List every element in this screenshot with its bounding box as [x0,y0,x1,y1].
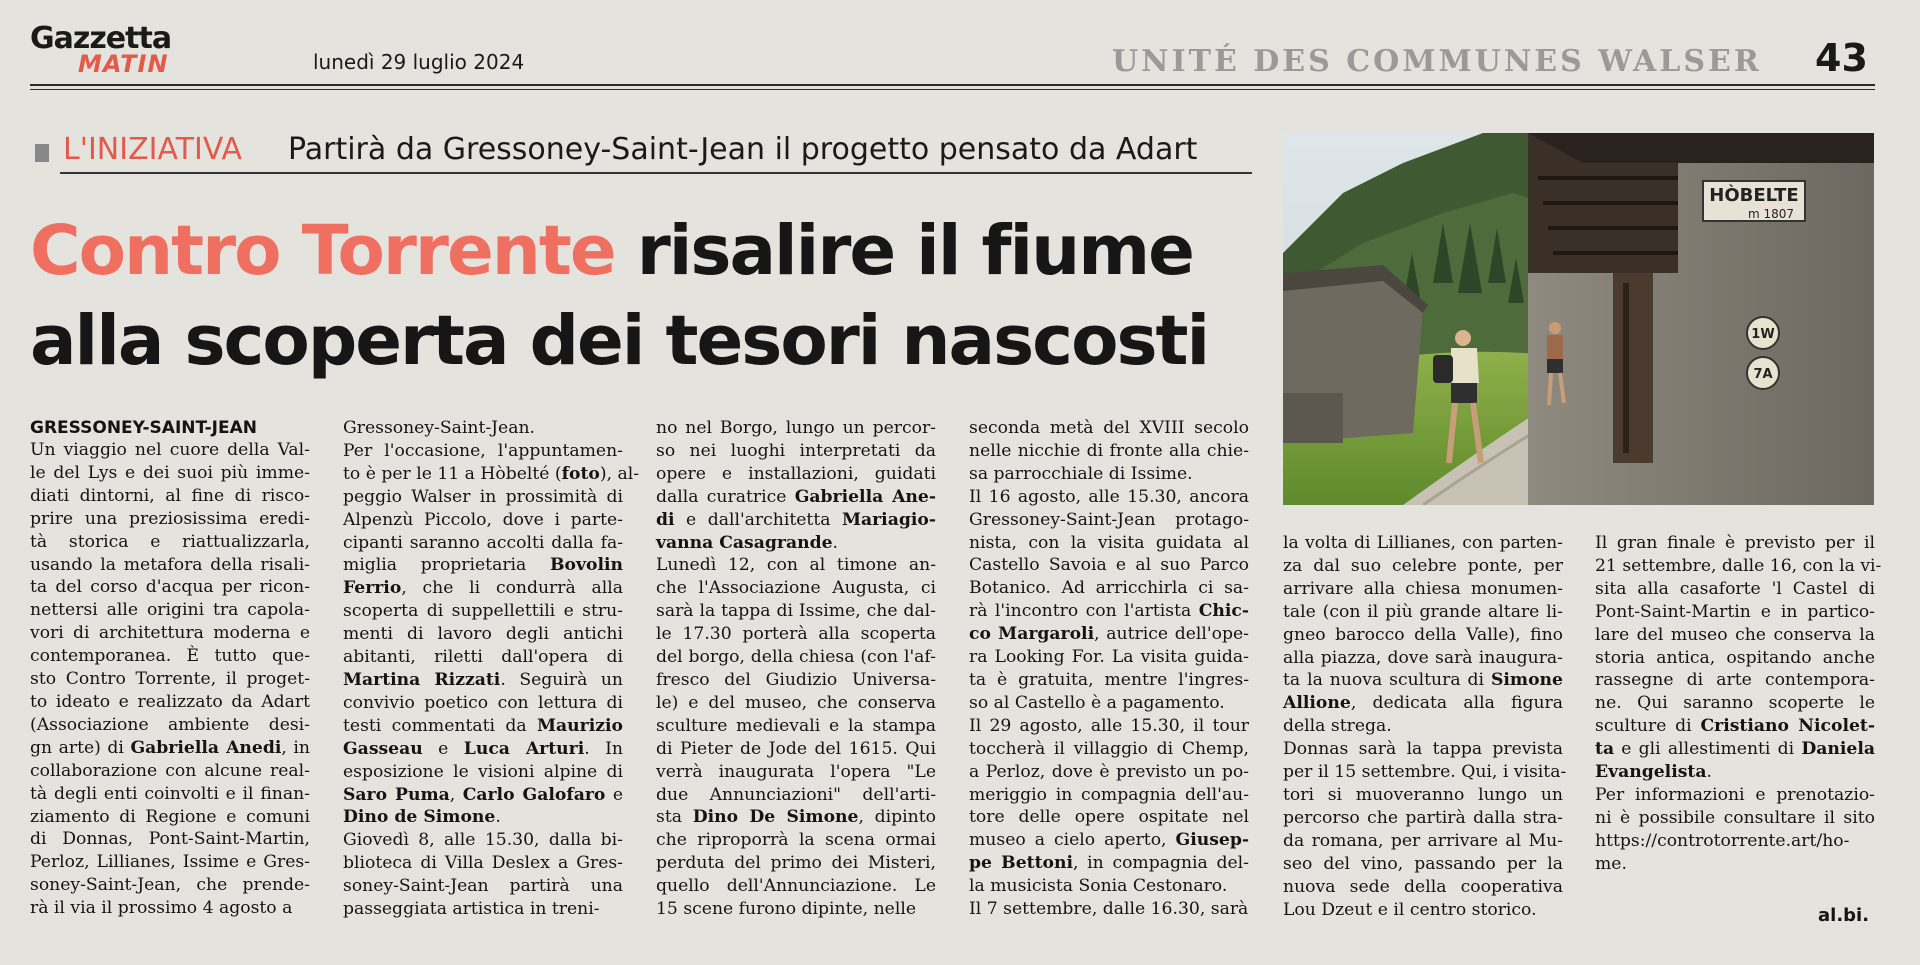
text-line: abitanti, riletti dall'opera di [343,647,623,668]
gazzetta-matin-logo [30,21,248,78]
text-line: ta è gratuita, mentre l'ingres- [969,669,1249,690]
column-3-text [656,417,936,921]
text-line: Gressoney-Saint-Jean protago- [969,509,1249,530]
author-signoff: al.bi. [1818,905,1870,926]
text-line: Martina Rizzati. Seguirà un [343,669,623,690]
text-line: miglia proprietaria Bovolin [343,555,623,576]
text-line: tore delle opere ospitate nel [969,807,1249,828]
text-line: lare del museo che conserva la [1595,624,1875,645]
column-4-text [969,417,1249,921]
text-line: la volta di Lillianes, con parten- [1283,533,1563,553]
text-line: rà il via il prossimo 4 agosto a [30,898,293,919]
text-line: rassegne di arte contempora- [1595,670,1875,691]
text-line: nuova sede della cooperativa [1283,876,1563,897]
headline-line1: risalire il fiume [636,211,1193,291]
text-line: so nei luoghi interpretati da [656,440,936,461]
text-line: https://controtorrente.art/ho- [1595,830,1850,851]
text-line: co Margaroli, autrice dell'ope- [969,624,1249,645]
bold-name: Maurizio [537,715,623,736]
bold-name: Bovolin [550,555,623,576]
text-line: sita alla casaforte 'l Castel di [1595,578,1875,599]
text-line: Giovedì 8, alle 15.30, dalla bi- [343,830,623,851]
text-line: ni è possibile consultare il sito [1595,807,1875,828]
text-line: Dino de Simone. [343,807,501,828]
text-line: nettersi alle origini tra capola- [30,600,310,621]
bold-name: Gabriella Ane- [794,486,936,507]
text-line: collaborazione con alcune real- [30,760,310,781]
text-line: esposizione le visioni alpine di [343,761,623,782]
text-line: le) e del museo, che conserva [656,692,936,713]
text-line: soney-Saint-Jean partirà una [343,876,623,897]
text-line: ta e gli allestimenti di Daniela [1595,739,1875,760]
bold-name: Luca Arturi [463,738,585,759]
page-number: 43 [1815,36,1868,80]
text-line: che riproporrà la scena ormai [656,830,936,851]
bold-name: ta [1595,739,1615,760]
text-line: le del Lys e dei suoi più imme- [30,462,310,483]
text-line: Saro Puma, Carlo Galofaro e [343,784,623,805]
text-line: di Donnas, Pont-Saint-Martin, [30,829,310,850]
text-line: toccherà il villaggio di Chemp, [969,738,1249,759]
text-line: Gressoney-Saint-Jean. [343,418,536,438]
text-line: Per informazioni e prenotazio- [1595,784,1875,805]
text-line: nista, con la visita guidata al [969,532,1249,553]
text-line: pe Bettoni, in compagnia del- [969,853,1249,874]
text-line: storia antica, ospitando anche [1595,647,1875,668]
text-line: tà degli enti coinvolti e il finan- [30,783,310,804]
text-line: usando la metafora della risali- [30,554,310,575]
kicker-tag: L'INIZIATIVA [63,132,242,167]
text-line: (Associazione ambiente desi- [30,714,310,735]
bold-name: Gasseau [343,738,423,759]
dateline-place: GRESSONEY-SAINT-JEAN [30,418,257,438]
text-line: menti di lavoro degli antichi [343,624,623,645]
text-line: scoperta di suppellettili e stru- [343,601,623,622]
text-line: Allione, dedicata alla figura [1283,693,1563,714]
text-line: percorso che partirà dalla stra- [1283,807,1563,828]
text-line: quello dell'Annunciazione. Le [656,876,936,897]
text-line: dalla curatrice Gabriella Ane- [656,486,936,507]
text-line: opere e installazioni, guidati [656,463,936,484]
text-line: ne. Qui saranno scoperte le [1595,693,1875,714]
bold-name: Cristiano Nicolet- [1700,716,1875,737]
article-column-3 [656,417,936,921]
text-line: del borgo, della chiesa (con l'af- [656,647,936,668]
text-line: no nel Borgo, lungo un percor- [656,418,936,438]
issue-date: lunedì 29 luglio 2024 [313,50,525,74]
text-line: per il 15 settembre. Qui, i visita- [1283,762,1567,783]
bold-name: Simone [1490,670,1563,691]
text-line: ra Looking For. La visita guida- [969,647,1249,668]
bold-name: foto [561,463,600,484]
text-line: due Annunciazioni" dell'arti- [656,784,936,805]
article-column-1 [30,417,310,920]
text-line: Donnas sarà la tappa prevista [1283,739,1563,760]
text-line: di e dall'architetta Mariagio- [656,509,936,530]
text-line: Botanico. Ad arricchirla ci sa- [969,578,1249,599]
bold-name: di [656,509,675,530]
photo-sign-altitude: m 1807 [1747,207,1795,221]
text-line: ziamento di Regione e comuni [30,806,310,827]
column-1-text [30,439,310,920]
text-line: Perloz, Lillianes, Issime e Gres- [30,852,310,873]
text-line: di Pieter de Jode del 1615. Qui [656,738,936,759]
photo-sign-name: HÒBELTE [1709,185,1799,206]
text-line: gneo barocco della Valle), fino [1283,624,1563,645]
text-line: alla piazza, dove sarà inaugura- [1283,647,1563,668]
bold-name: Carlo Galofaro [462,784,606,805]
text-line: della strega. [1283,716,1392,737]
headline-line2: alla scoperta dei tesori nascosti [30,301,1209,381]
text-line: soney-Saint-Jean, che prende- [30,875,310,896]
text-line: a Perloz, dove è previsto un po- [969,761,1249,782]
text-line: rà l'incontro con l'artista Chic- [969,601,1249,622]
text-line: ta la nuova scultura di Simone [1283,670,1563,691]
text-line: cipanti saranno accolti dalla fa- [343,532,623,553]
kicker-underline [60,172,1252,174]
headline-highlight: Contro Torrente [30,211,615,291]
text-line: vanna Casagrande. [656,532,838,553]
kicker [30,132,1255,172]
text-line: seconda metà del XVIII secolo [969,418,1249,438]
masthead-rule-thin [30,89,1875,90]
kicker-text: Partirà da Gressoney-Saint-Jean il progetto pensato da Adart [288,132,1198,167]
logo-wordmark-bottom: MATIN [78,50,169,78]
text-line: sculture medievali e la stampa [656,715,936,736]
text-line: sto Contro Torrente, il proget- [30,669,310,690]
text-line: meriggio in compagnia dell'au- [969,784,1249,805]
text-line: peggio Walser in prossimità di [343,486,623,507]
column-5-text [1283,532,1567,921]
text-line: Castello Savoia e al suo Parco [969,555,1249,576]
text-line: Evangelista. [1595,762,1712,783]
text-line: testi commentati da Maurizio [343,715,623,736]
text-line: nelle nicchie di fronte alla chie- [969,440,1249,461]
bold-name: Chic- [1198,601,1249,622]
kicker-square-icon [35,144,49,162]
text-line: gn arte) di Gabriella Anedi, in [30,737,310,758]
text-line: sarà la tappa di Issime, che dal- [656,601,936,622]
bold-name: Saro Puma [343,784,450,805]
text-line: tori si muoveranno lungo un [1283,784,1563,805]
text-line: fresco del Giudizio Universa- [656,669,936,690]
article-column-4 [969,417,1249,921]
text-line: Lou Dzeut e il centro storico. [1283,899,1537,920]
column-2-text [343,417,640,921]
text-line: da romana, per arrivare al Mu- [1283,830,1563,851]
bold-name: co Margaroli [969,624,1095,645]
text-line: Ferrio, che li condurrà alla [343,578,623,599]
bold-name: Allione [1283,693,1351,714]
bold-name: pe Bettoni [969,853,1074,874]
text-line: Il 7 settembre, dalle 16.30, sarà [969,899,1249,920]
text-line: sta Dino De Simone, dipinto [656,807,936,828]
text-line: le 17.30 porterà alla scoperta [656,624,936,645]
section-title: UNITÉ DES COMMUNES WALSER [1112,44,1762,79]
bold-name: Giusep- [1175,830,1249,851]
photo-marker-2: 7A [1753,367,1773,382]
text-line: Per l'occasione, l'appuntamen- [343,440,623,461]
bold-name: Dino de Simone [343,807,496,828]
text-line: Lunedì 12, con al timone an- [656,555,936,576]
bold-name: Daniela [1801,739,1875,760]
column-6-text [1595,532,1882,876]
text-line: to è per le 11 a Hòbelté (foto), al- [343,463,640,484]
text-line: me. [1595,853,1627,874]
masthead-rule [30,84,1875,86]
text-line: perduta del primo dei Misteri, [656,853,936,874]
headline [30,206,1260,386]
text-line: passeggiata artistica in treni- [343,899,600,920]
text-line: prire una preziosissima eredi- [30,508,310,529]
article-column-5 [1283,532,1567,921]
text-line: so al Castello è a pagamento. [969,692,1225,713]
bold-name: Martina Rizzati [343,669,501,690]
text-line: Il 16 agosto, alle 15.30, ancora [969,486,1249,507]
bold-name: Evangelista [1595,762,1707,783]
text-line: che l'Associazione Augusta, ci [656,578,936,599]
photo-marker-1: 1W [1751,327,1775,342]
text-line: verrà inaugurata l'opera "Le [656,761,936,782]
text-line: sculture di Cristiano Nicolet- [1595,716,1875,737]
text-line: 15 scene furono dipinte, nelle [656,899,917,920]
bold-name: Ferrio [343,578,402,599]
masthead [30,20,1875,86]
hobelte-photo-illustration [1283,133,1874,505]
text-line: tale (con il più grande altare li- [1283,601,1563,622]
bold-name: Dino De Simone [692,807,859,828]
bold-name: Gabriella Anedi [130,737,282,758]
text-line: arrivare alla chiesa monumen- [1283,578,1563,599]
text-line: Il 29 agosto, alle 15.30, il tour [969,715,1249,736]
article-photo [1283,133,1874,505]
text-line: la musicista Sonia Cestonaro. [969,876,1228,897]
text-line: Un viaggio nel cuore della Val- [30,440,310,460]
text-line: to ideato e realizzato da Adart [30,691,310,712]
text-line: Il gran finale è previsto per il [1595,533,1875,553]
text-line: diati dintorni, al fine di risco- [30,485,310,506]
text-line: contemporanea. È tutto que- [30,646,310,667]
text-line: convivio poetico con lettura di [343,692,623,713]
text-line: Alpenzù Piccolo, dove i parte- [343,509,623,530]
bold-name: vanna Casagrande [656,532,833,553]
text-line: seo del vino, passando per la [1283,853,1563,874]
bold-name: Mariagio- [841,509,936,530]
text-line: tà storica e riattualizzarla, [30,531,310,552]
text-line: 21 settembre, dalle 16, con la vi- [1595,555,1882,576]
logo-wordmark-top: Gazzetta [30,21,172,56]
article-column-6 [1595,532,1882,876]
text-line: za dal suo celebre ponte, per [1283,555,1563,576]
text-line: museo a cielo aperto, Giusep- [969,830,1249,851]
text-line: sa parrocchiale di Issime. [969,463,1193,484]
text-line: ta del corso d'acqua per ricon- [30,577,310,598]
text-line: Gasseau e Luca Arturi. In [343,738,623,759]
text-line: Pont-Saint-Martin e in partico- [1595,601,1875,622]
text-line: blioteca di Villa Deslex a Gres- [343,853,623,874]
article-column-2 [343,417,640,921]
text-line: vori di architettura moderna e [30,623,310,644]
